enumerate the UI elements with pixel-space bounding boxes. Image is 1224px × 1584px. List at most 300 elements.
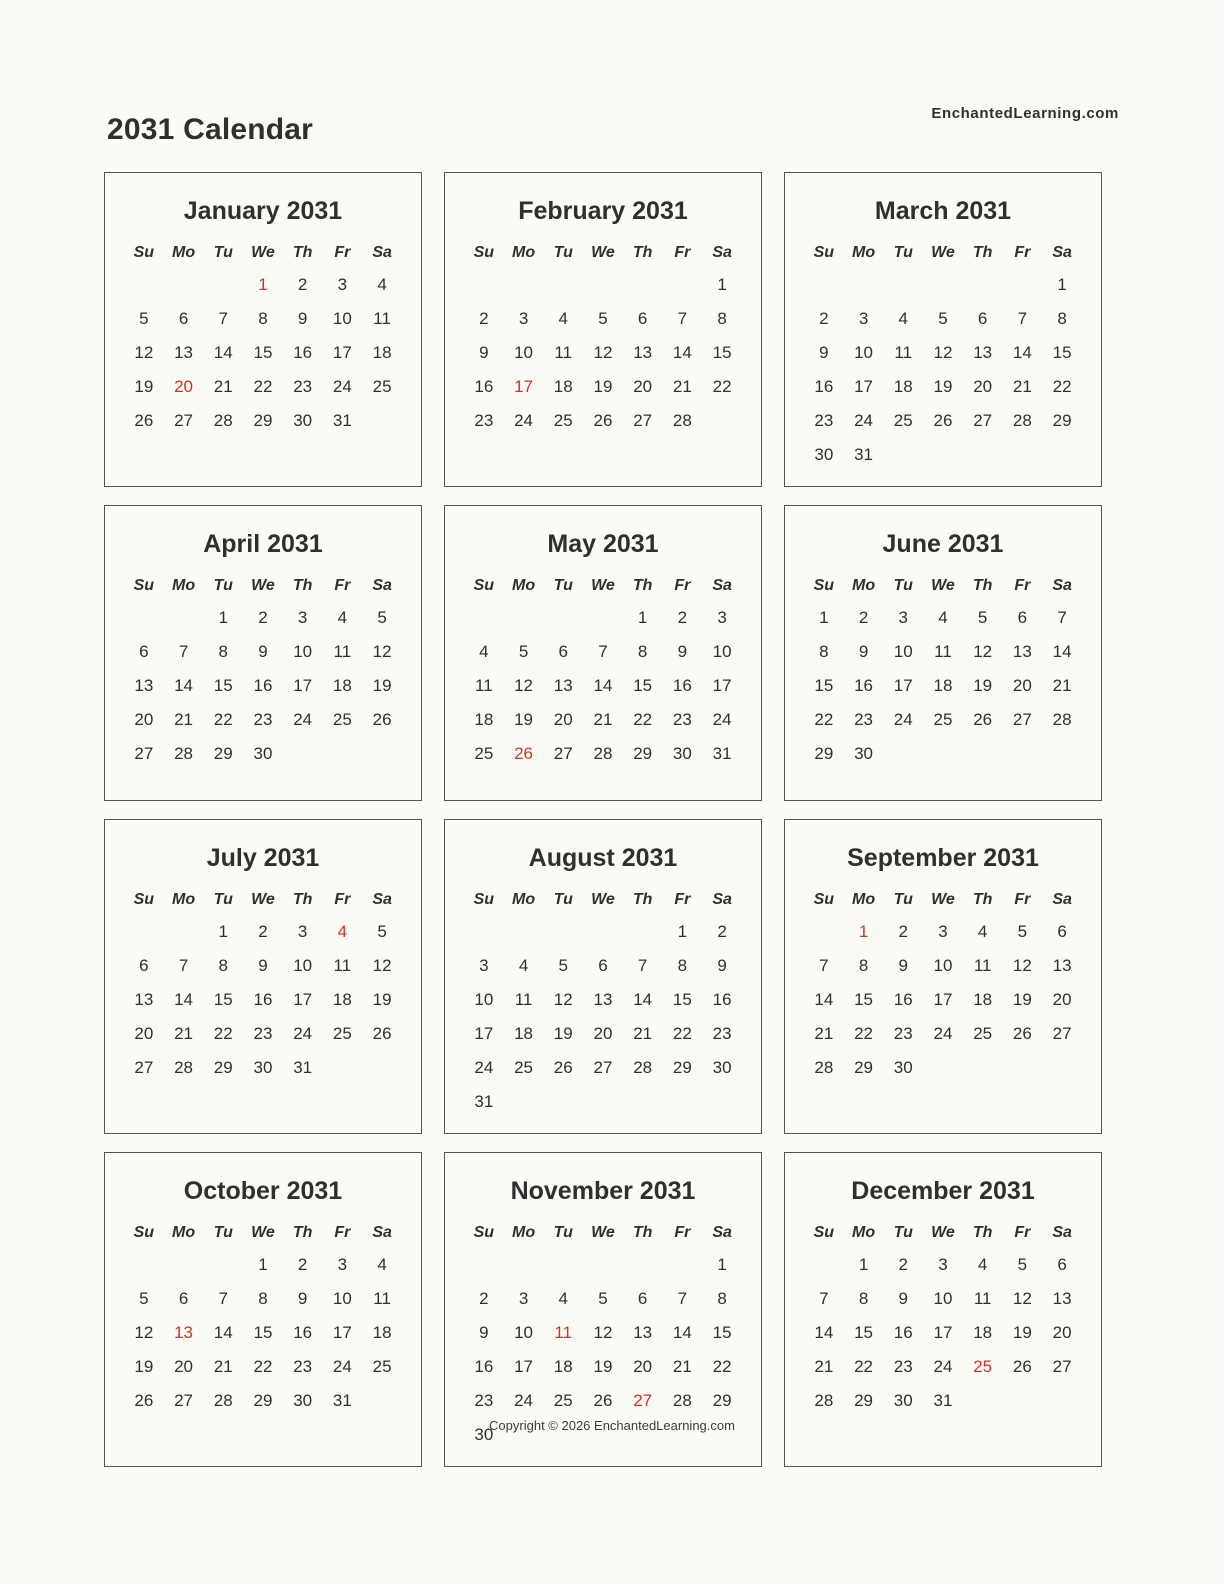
day-cell-empty [963, 268, 1003, 302]
week-row [804, 1017, 1082, 1051]
month-title: October 2031 [183, 1177, 343, 1205]
day-cell: 19 [372, 990, 392, 1009]
day-cell: 31 [474, 1092, 494, 1111]
day-cell: 7 [178, 956, 189, 975]
weekday-header: Su [133, 577, 155, 594]
page-title: 2031 Calendar [107, 113, 314, 146]
day-cell: 5 [139, 309, 149, 328]
day-cell: 13 [553, 676, 573, 695]
weekday-header: Fr [1014, 244, 1031, 261]
day-cell-empty [1003, 1384, 1043, 1418]
day-cell: 4 [518, 956, 529, 975]
day-cell: 29 [253, 1391, 273, 1410]
day-cell: 12 [514, 676, 534, 695]
day-cell: 21 [672, 1357, 692, 1376]
weekday-header: Tu [553, 244, 573, 261]
weekday-header: Tu [893, 577, 913, 594]
week-row [464, 601, 742, 635]
day-cell: 21 [633, 1024, 653, 1043]
week-row [464, 1282, 742, 1316]
day-cell: 27 [134, 744, 154, 763]
day-cell: 22 [253, 377, 273, 396]
month-block [784, 172, 1102, 487]
day-cell: 2 [258, 608, 268, 627]
day-cell-holiday: 1 [258, 275, 268, 294]
day-cell: 18 [474, 710, 494, 729]
day-cell: 10 [514, 1323, 534, 1342]
day-cell: 4 [558, 1289, 568, 1308]
weekday-header: Tu [553, 577, 573, 594]
day-cell: 6 [139, 642, 149, 661]
day-cell: 5 [377, 922, 387, 941]
month-table [124, 889, 402, 1085]
week-row [464, 737, 742, 771]
day-cell-empty [543, 1085, 583, 1119]
day-cell: 27 [593, 1058, 613, 1077]
day-cell: 4 [977, 1255, 988, 1274]
day-cell: 14 [672, 1323, 692, 1342]
month-table [804, 575, 1082, 771]
day-cell: 2 [297, 1255, 308, 1274]
day-cell-empty [923, 1051, 963, 1085]
day-cell-empty [1042, 737, 1082, 771]
day-cell-empty [883, 268, 923, 302]
day-cell: 13 [633, 1323, 653, 1342]
day-cell: 21 [814, 1357, 834, 1376]
day-cell: 10 [854, 343, 874, 362]
day-cell-empty [804, 915, 844, 949]
week-row [464, 1017, 742, 1051]
weekday-header: Sa [712, 1224, 732, 1241]
day-cell: 24 [854, 411, 874, 430]
day-cell: 6 [1017, 608, 1028, 627]
day-cell: 14 [814, 990, 834, 1009]
day-cell: 3 [297, 922, 308, 941]
weekday-header: We [931, 244, 955, 261]
day-cell: 3 [717, 608, 727, 627]
day-cell: 19 [553, 1024, 573, 1043]
day-cell: 16 [712, 990, 732, 1009]
day-cell: 10 [712, 642, 732, 661]
weekday-header: Fr [1014, 1224, 1031, 1241]
day-cell-holiday: 26 [514, 744, 534, 763]
day-cell-empty [504, 1085, 544, 1119]
month-block [784, 819, 1102, 1134]
day-cell: 5 [938, 309, 948, 328]
week-row [124, 1316, 402, 1350]
day-cell: 23 [253, 710, 273, 729]
day-cell: 2 [297, 275, 308, 294]
day-cell: 13 [134, 676, 154, 695]
day-cell: 16 [474, 377, 494, 396]
week-row [124, 1017, 402, 1051]
day-cell: 17 [933, 1323, 953, 1342]
week-row [124, 302, 402, 336]
day-cell: 22 [253, 1357, 273, 1376]
day-cell: 16 [474, 1357, 494, 1376]
day-cell-empty [124, 915, 164, 949]
day-cell-empty [883, 737, 923, 771]
day-cell: 20 [134, 710, 154, 729]
week-row [804, 601, 1082, 635]
weekday-header: Tu [553, 1224, 573, 1241]
week-row [124, 635, 402, 669]
day-cell: 25 [973, 1024, 993, 1043]
day-cell: 6 [178, 309, 189, 328]
day-cell: 18 [332, 676, 352, 695]
day-cell: 14 [174, 990, 194, 1009]
day-cell: 24 [332, 1357, 352, 1376]
weekday-header: Tu [213, 1224, 233, 1241]
day-cell-empty [504, 1248, 544, 1282]
day-cell-empty [1042, 1051, 1082, 1085]
day-cell: 5 [1017, 922, 1028, 941]
day-cell: 12 [134, 1323, 154, 1342]
weekday-header: We [251, 1224, 275, 1241]
day-cell-empty [702, 404, 742, 438]
day-cell: 30 [253, 1058, 273, 1077]
day-cell: 23 [814, 411, 834, 430]
day-cell-empty [203, 268, 243, 302]
weekday-header-row [124, 1222, 402, 1248]
day-cell-empty [504, 915, 544, 949]
day-cell: 13 [134, 990, 154, 1009]
day-cell: 15 [712, 343, 732, 362]
weekday-header-row [804, 575, 1082, 601]
weekday-header: Sa [712, 244, 732, 261]
day-cell: 21 [1012, 377, 1032, 396]
weekday-header: Th [972, 244, 993, 261]
day-cell: 12 [973, 642, 993, 661]
weekday-header: Fr [334, 1224, 351, 1241]
day-cell: 24 [893, 710, 913, 729]
day-cell-empty [124, 601, 164, 635]
day-cell: 26 [1012, 1024, 1032, 1043]
weekday-header: Sa [372, 244, 392, 261]
day-cell: 9 [297, 309, 308, 328]
day-cell-empty [323, 737, 363, 771]
day-cell: 4 [898, 309, 908, 328]
week-row [464, 983, 742, 1017]
months-grid [104, 172, 1120, 1467]
day-cell: 6 [637, 309, 648, 328]
week-row [464, 949, 742, 983]
week-row [804, 949, 1082, 983]
day-cell: 6 [598, 956, 608, 975]
day-cell-empty [323, 1051, 363, 1085]
weekday-header: We [591, 1224, 615, 1241]
day-cell: 14 [633, 990, 653, 1009]
day-cell: 20 [593, 1024, 613, 1043]
day-cell: 1 [218, 922, 228, 941]
weekday-header: Th [972, 891, 993, 908]
day-cell: 8 [858, 1289, 869, 1308]
weekday-header: Su [473, 577, 495, 594]
week-row [804, 1282, 1082, 1316]
day-cell-empty [923, 438, 963, 472]
day-cell-empty [362, 404, 402, 438]
day-cell: 22 [712, 1357, 732, 1376]
day-cell: 9 [258, 642, 268, 661]
day-cell: 30 [712, 1058, 732, 1077]
day-cell: 7 [819, 1289, 829, 1308]
weekday-header: Sa [1052, 1224, 1072, 1241]
day-cell: 19 [593, 377, 613, 396]
weekday-header: Mo [512, 1224, 536, 1241]
day-cell: 5 [377, 608, 387, 627]
weekday-header: We [931, 577, 955, 594]
day-cell: 19 [973, 676, 993, 695]
month-title: July 2031 [206, 844, 320, 872]
day-cell: 31 [332, 411, 352, 430]
day-cell: 3 [297, 608, 308, 627]
day-cell: 23 [893, 1357, 913, 1376]
day-cell: 12 [553, 990, 573, 1009]
day-cell: 22 [672, 1024, 692, 1043]
day-cell-empty [963, 1384, 1003, 1418]
day-cell-holiday: 27 [633, 1391, 653, 1410]
day-cell: 20 [1052, 990, 1072, 1009]
day-cell: 15 [712, 1323, 732, 1342]
weekday-header: Th [292, 891, 313, 908]
weekday-header: Mo [512, 577, 536, 594]
day-cell: 3 [518, 1289, 529, 1308]
day-cell: 2 [898, 1255, 908, 1274]
day-cell-empty [583, 268, 623, 302]
day-cell: 23 [474, 411, 494, 430]
day-cell: 8 [1057, 309, 1067, 328]
day-cell: 28 [593, 744, 613, 763]
weekday-header: Sa [712, 891, 732, 908]
day-cell: 15 [633, 676, 653, 695]
day-cell: 6 [637, 1289, 648, 1308]
day-cell: 24 [514, 1391, 534, 1410]
week-row [124, 370, 402, 404]
week-row [464, 1051, 742, 1085]
weekday-header: Mo [172, 1224, 196, 1241]
weekday-header-row [124, 575, 402, 601]
weekday-header: Su [133, 244, 155, 261]
day-cell: 3 [898, 608, 908, 627]
day-cell: 11 [934, 642, 952, 661]
day-cell: 26 [372, 710, 392, 729]
day-cell: 15 [814, 676, 834, 695]
day-cell: 18 [332, 990, 352, 1009]
day-cell: 21 [213, 1357, 233, 1376]
day-cell: 1 [637, 608, 648, 627]
weekday-header: Su [813, 244, 835, 261]
month-block [784, 505, 1102, 801]
day-cell: 28 [672, 411, 692, 430]
weekday-header-row [464, 889, 742, 915]
day-cell: 29 [213, 1058, 233, 1077]
week-row [464, 703, 742, 737]
week-row [464, 1085, 742, 1119]
day-cell: 16 [672, 676, 692, 695]
day-cell: 14 [174, 676, 194, 695]
month-block [104, 819, 422, 1134]
day-cell: 27 [174, 1391, 194, 1410]
weekday-header: Su [473, 244, 495, 261]
day-cell: 12 [372, 956, 392, 975]
week-row [464, 370, 742, 404]
weekday-header: Mo [512, 891, 536, 908]
day-cell: 16 [893, 990, 913, 1009]
weekday-header: Mo [852, 891, 876, 908]
day-cell-holiday: 20 [174, 377, 194, 396]
week-row [804, 1350, 1082, 1384]
day-cell: 30 [253, 744, 273, 763]
month-title: November 2031 [510, 1177, 696, 1205]
month-title: May 2031 [547, 530, 659, 558]
day-cell: 24 [474, 1058, 494, 1077]
day-cell: 9 [677, 642, 688, 661]
day-cell: 12 [134, 343, 154, 362]
day-cell: 23 [672, 710, 692, 729]
day-cell: 28 [814, 1391, 834, 1410]
day-cell-empty [362, 737, 402, 771]
day-cell: 18 [553, 1357, 573, 1376]
day-cell: 9 [258, 956, 268, 975]
week-row [124, 1282, 402, 1316]
weekday-header: Tu [893, 891, 913, 908]
week-row [804, 703, 1082, 737]
weekday-header-row [804, 889, 1082, 915]
day-cell: 31 [712, 744, 732, 763]
week-row [464, 669, 742, 703]
day-cell: 6 [139, 956, 149, 975]
day-cell: 25 [332, 1024, 352, 1043]
weekday-header-row [804, 242, 1082, 268]
day-cell: 10 [893, 642, 913, 661]
day-cell: 7 [819, 956, 829, 975]
day-cell: 24 [293, 710, 313, 729]
day-cell: 25 [933, 710, 953, 729]
day-cell-empty [583, 1085, 623, 1119]
weekday-header: Fr [674, 1224, 691, 1241]
week-row [804, 1051, 1082, 1085]
day-cell-empty [164, 601, 204, 635]
day-cell: 22 [1052, 377, 1072, 396]
day-cell: 8 [258, 1289, 268, 1308]
week-row [464, 336, 742, 370]
day-cell: 7 [1057, 608, 1067, 627]
month-table [804, 889, 1082, 1085]
week-row [804, 983, 1082, 1017]
weekday-header: Th [292, 1224, 313, 1241]
day-cell: 25 [372, 1357, 392, 1376]
day-cell: 12 [593, 1323, 613, 1342]
day-cell: 22 [712, 377, 732, 396]
day-cell: 20 [973, 377, 993, 396]
day-cell-empty [923, 737, 963, 771]
day-cell: 24 [712, 710, 732, 729]
weekday-header: Fr [1014, 577, 1031, 594]
day-cell: 29 [1052, 411, 1072, 430]
weekday-header: Su [473, 1224, 495, 1241]
day-cell-empty [804, 268, 844, 302]
day-cell: 8 [717, 309, 727, 328]
day-cell: 10 [514, 343, 534, 362]
month-title: August 2031 [528, 844, 678, 872]
day-cell: 1 [717, 275, 727, 294]
day-cell: 3 [337, 1255, 348, 1274]
week-row [124, 1051, 402, 1085]
day-cell: 21 [593, 710, 613, 729]
day-cell: 16 [253, 676, 273, 695]
weekday-header: Su [813, 1224, 835, 1241]
day-cell: 25 [514, 1058, 534, 1077]
day-cell-empty [623, 268, 663, 302]
day-cell: 13 [973, 343, 993, 362]
day-cell-empty [543, 601, 583, 635]
day-cell: 30 [672, 744, 692, 763]
day-cell: 1 [717, 1255, 727, 1274]
day-cell: 23 [293, 1357, 313, 1376]
day-cell: 26 [593, 1391, 613, 1410]
day-cell-empty [663, 268, 703, 302]
day-cell: 25 [553, 1391, 573, 1410]
day-cell-empty [583, 601, 623, 635]
day-cell: 15 [253, 343, 273, 362]
month-block [444, 819, 762, 1134]
day-cell: 1 [677, 922, 688, 941]
day-cell: 3 [858, 309, 869, 328]
day-cell: 9 [898, 956, 908, 975]
day-cell: 3 [518, 309, 529, 328]
week-row [464, 302, 742, 336]
weekday-header: We [931, 1224, 955, 1241]
day-cell: 30 [293, 1391, 313, 1410]
day-cell: 25 [553, 411, 573, 430]
day-cell: 11 [373, 309, 391, 328]
day-cell: 10 [933, 956, 953, 975]
day-cell-empty [504, 268, 544, 302]
day-cell: 25 [893, 411, 913, 430]
day-cell: 15 [1052, 343, 1072, 362]
day-cell: 31 [332, 1391, 352, 1410]
weekday-header: Mo [512, 244, 536, 261]
day-cell: 5 [598, 1289, 608, 1308]
day-cell: 11 [514, 990, 533, 1009]
day-cell: 2 [258, 922, 268, 941]
weekday-header: Sa [1052, 577, 1072, 594]
day-cell: 25 [474, 744, 494, 763]
day-cell-empty [702, 1085, 742, 1119]
day-cell: 30 [293, 411, 313, 430]
day-cell: 14 [814, 1323, 834, 1342]
day-cell: 18 [514, 1024, 534, 1043]
month-title: April 2031 [203, 530, 323, 558]
day-cell: 22 [854, 1357, 874, 1376]
day-cell: 13 [633, 343, 653, 362]
day-cell: 24 [933, 1024, 953, 1043]
day-cell: 26 [973, 710, 993, 729]
weekday-header: Sa [372, 1224, 392, 1241]
day-cell: 4 [377, 275, 387, 294]
day-cell: 7 [218, 1289, 228, 1308]
day-cell: 8 [677, 956, 688, 975]
day-cell: 8 [218, 956, 228, 975]
day-cell-empty [623, 1248, 663, 1282]
day-cell: 15 [854, 1323, 874, 1342]
day-cell: 29 [814, 744, 834, 763]
day-cell: 14 [213, 343, 233, 362]
day-cell: 17 [474, 1024, 494, 1043]
day-cell: 27 [134, 1058, 154, 1077]
day-cell: 10 [933, 1289, 953, 1308]
day-cell: 17 [854, 377, 874, 396]
